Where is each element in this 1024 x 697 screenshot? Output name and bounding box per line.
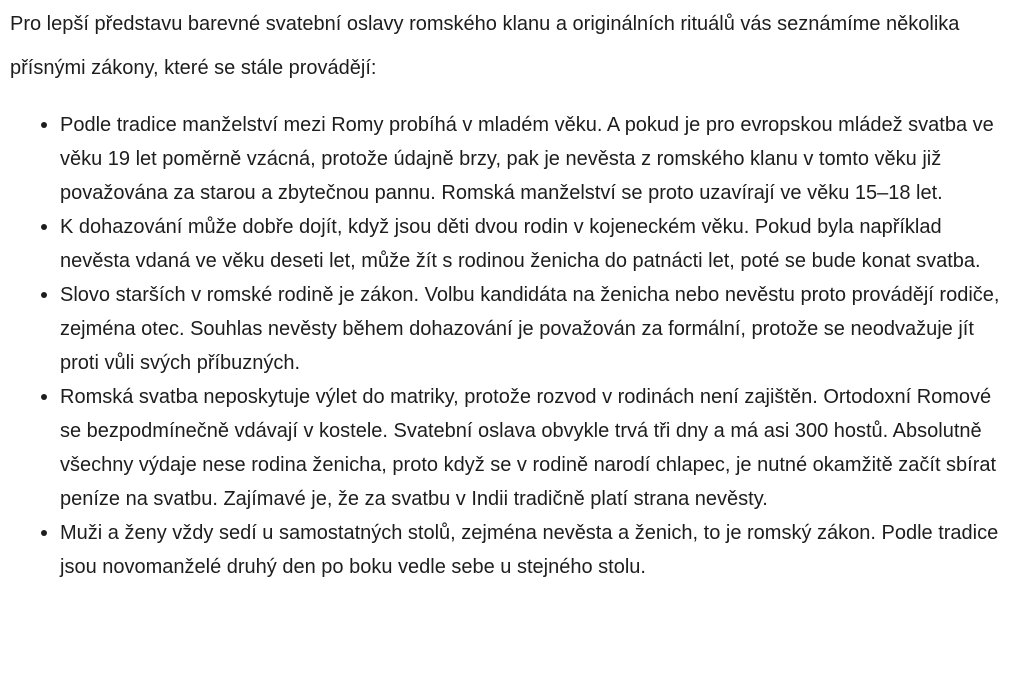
list-item: K dohazování může dobře dojít, když jsou děti dvou rodin v kojeneckém věku. Pokud byla například nevěsta vdaná ve věku deseti let, může žít s rodinou ženicha do patnácti let, poté se bude konat svatba. <box>60 210 1016 278</box>
intro-paragraph: Pro lepší představu barevné svatební oslavy romského klanu a originálních rituálů vás seznámíme několika přísnými zákony, které se stále provádějí: <box>10 13 960 79</box>
list-item: Muži a ženy vždy sedí u samostatných stolů, zejména nevěsta a ženich, to je romský zákon. Podle tradice jsou novomanželé druhý den po boku vedle sebe u stejného stolu. <box>60 516 1016 584</box>
list-item: Slovo starších v romské rodině je zákon. Volbu kandidáta na ženicha nebo nevěstu proto provádějí rodiče, zejména otec. Souhlas nevěsty během dohazování je považován za formální, protože se neodvažuje jít proti vůli svých příbuzných. <box>60 278 1016 380</box>
rules-list <box>10 108 1016 584</box>
list-item: Podle tradice manželství mezi Romy probíhá v mladém věku. A pokud je pro evropskou mládež svatba ve věku 19 let poměrně vzácná, protože údajně brzy, pak je nevěsta z romského klanu v tomto věku již považována za starou a zbytečnou pannu. Romská manželství se proto uzavírají ve věku 15–18 let. <box>60 108 1016 210</box>
list-item: Romská svatba neposkytuje výlet do matriky, protože rozvod v rodinách není zajištěn. Ortodoxní Romové se bezpodmínečně vdávají v kostele. Svatební oslava obvykle trvá tři dny a má asi 300 hostů. Absolutně všechny výdaje nese rodina ženicha, proto když se v rodině narodí chlapec, je nutné okamžitě začít sbírat peníze na svatbu. Zajímavé je, že za svatbu v Indii tradičně platí strana nevěsty. <box>60 380 1016 516</box>
